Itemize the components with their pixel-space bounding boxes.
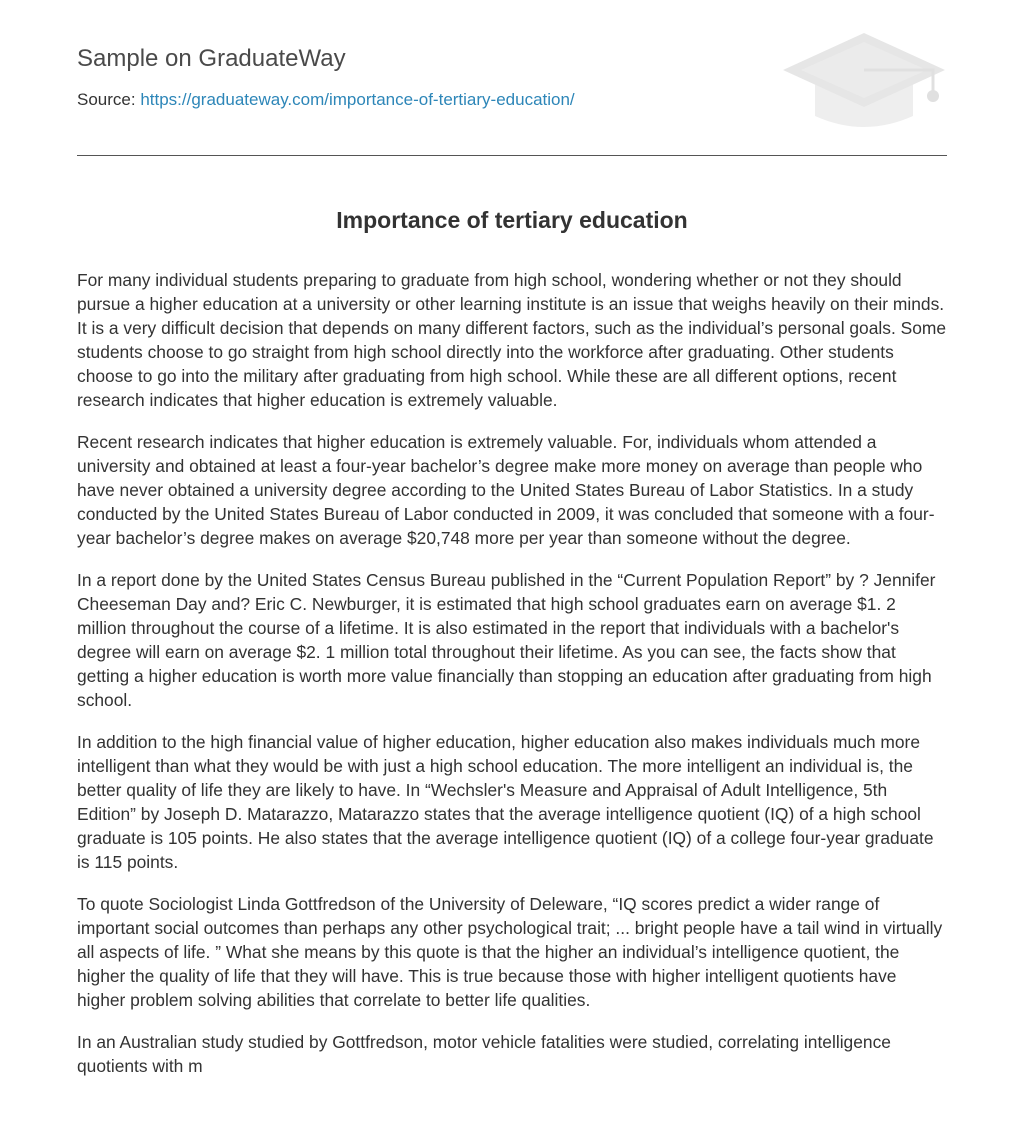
source-link[interactable]: https://graduateway.com/importance-of-tertiary-education/ [140,90,575,109]
document-title: Importance of tertiary education [336,207,688,233]
graduation-cap-icon [781,30,947,134]
page-header [77,0,947,156]
paragraph: In a report done by the United States Census Bureau published in the “Current Population Report” by ? Jennifer Cheeseman Day and? Eric C. Newburger, it is estimated that high school graduates earn on average $1. 2 million throughout the course of a lifetime. It is also estimated in the report that individuals with a bachelor's degree will earn on average $2. 1 million total throughout their lifetime. As you can see, the facts show that getting a higher education is worth more value financially than stopping an education after graduating from high school. [77,570,936,710]
source-line [77,89,575,111]
paragraph: In an Australian study studied by Gottfredson, motor vehicle fatalities were studied, correlating intelligence quotients with m [77,1032,891,1076]
paragraph: For many individual students preparing to graduate from high school, wondering whether or not they should pursue a higher education at a university or other learning institute is an issue that weighs heavily on their minds. It is a very difficult decision that depends on many different factors, such as the individual’s personal goals. Some students choose to go straight from high school directly into the workforce after graduating. Other students choose to go into the military after graduating from high school. While these are all different options, recent research indicates that higher education is extremely valuable. [77,270,947,410]
site-title: Sample on GraduateWay [77,45,346,72]
document-body [77,268,947,1096]
paragraph: To quote Sociologist Linda Gottfredson of the University of Deleware, “IQ scores predict a wider range of important social outcomes than perhaps any other psychological trait; ... bright people have a tail wind in virtually all aspects of life. ” What she means by this quote is that the higher an individual’s intelligence quotient, the higher the quality of life that they will have. This is true because those with higher intelligent quotients have higher problem solving abilities that correlate to better life qualities. [77,894,943,1010]
source-label: Source: [77,90,136,109]
paragraph: Recent research indicates that higher education is extremely valuable. For, individuals whom attended a university and obtained at least a four-year bachelor’s degree make more money on average than people who have never obtained a university degree according to the United States Bureau of Labor Statistics. In a study conducted by the United States Bureau of Labor conducted in 2009, it was concluded that someone with a four-year bachelor’s degree makes on average $20,748 more per year than someone without the degree. [77,432,935,548]
header-divider [77,155,947,156]
paragraph: In addition to the high financial value of higher education, higher education also makes individuals much more intelligent than what they would be with just a high school education. The more intelligent an individual is, the better quality of life they are likely to have. In “Wechsler's Measure and Appraisal of Adult Intelligence, 5th Edition” by Joseph D. Matarazzo, Matarazzo states that the average intelligence quotient (IQ) of a high school graduate is 105 points. He also states that the average intelligence quotient (IQ) of a college four-year graduate is 115 points. [77,732,934,872]
